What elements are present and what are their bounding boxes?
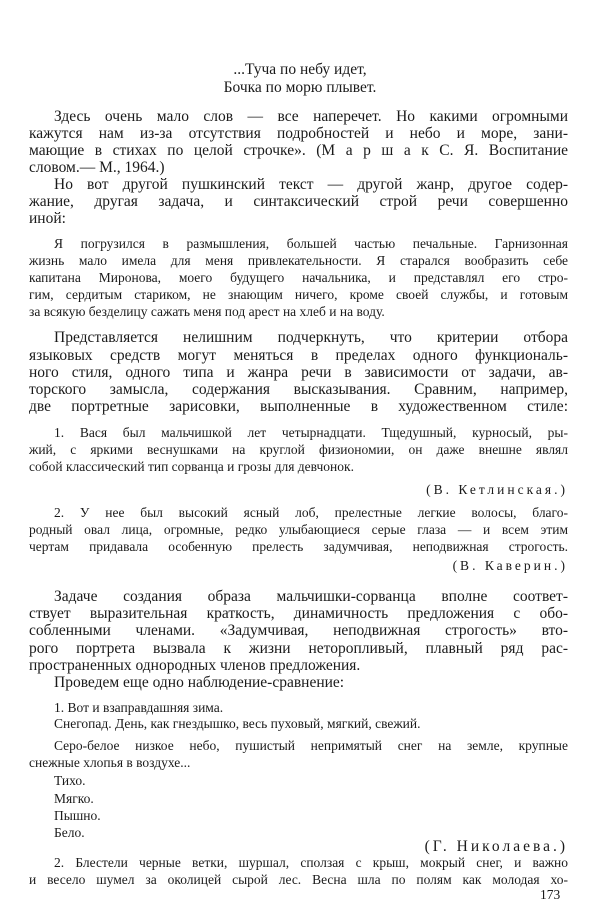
quote-line: капитана Миронова, моего будущего начальника, и представлял его стро- — [29, 270, 568, 285]
example-line: Серо-белое низкое небо, пушистый непримятый снег на земле, крупные — [54, 738, 568, 753]
example-line: чертам придавала особенную прелесть задумчивая, неподвижная строгость. — [29, 539, 568, 554]
paragraph-line: мающие в стихах по целой строчке». (М а р ш а к С. Я. Воспитание — [29, 142, 568, 159]
example-line: 2. У нее был высокий ясный лоб, прелестные легкие волосы, благо- — [54, 505, 568, 520]
paragraph-line: собленными членами. «Задумчивая, неподвижная строгость» вто- — [29, 622, 568, 639]
paragraph-line: языковых средств могут меняться в пределах одного функциональ- — [29, 347, 568, 364]
example-line: родный овал лица, огромные, редко улыбающиеся серые глаза — и всем этим — [29, 522, 568, 537]
example-line: Снегопад. День, как гнездышко, весь пуховый, мягкий, свежий. — [54, 716, 421, 731]
example-line: 1. Вася был мальчишкой лет четырнадцати. Тщедушный, курносый, ры- — [54, 425, 568, 440]
example-line: Пышно. — [54, 808, 101, 823]
paragraph-line: ного стиля, одного типа и жанра речи в зависимости от задачи, ав- — [29, 364, 568, 381]
paragraph-line: Задаче создания образа мальчишки-сорванца вполне соответ- — [54, 588, 568, 605]
page-number: 173 — [540, 887, 561, 902]
paragraph-line: словом.— М., 1964.) — [29, 159, 165, 176]
quote-line: Я погрузился в размышления, большей частью печальные. Гарнизонная — [54, 236, 568, 251]
example-line: Бело. — [54, 825, 85, 840]
example-line: 1. Вот и взаправдашняя зима. — [54, 700, 224, 715]
paragraph-line: две портретные зарисовки, выполненные в художественном стиле: — [29, 398, 568, 415]
verse-line: ...Туча по небу идет, — [233, 61, 367, 78]
example-line: снежные хлопья в воздухе... — [29, 755, 191, 770]
paragraph-line: торского замысла, содержания высказывания. Сравним, например, — [29, 381, 568, 398]
paragraph-line: иной: — [29, 210, 66, 227]
verse-line: Бочка по морю плывет. — [223, 79, 377, 96]
paragraph-line: пространенных однородных членов предложения. — [29, 657, 361, 674]
paragraph-line: кажутся нам из-за отсутствия подробностей и небо и море, зани- — [29, 125, 568, 142]
quote-line: жизнь мало имела для меня привлекательности. Я старался вообразить себе — [29, 253, 568, 268]
paragraph-line: жание, другая задача, и синтаксический строй речи совершенно — [29, 193, 568, 210]
quote-line: гим, сердитым стариком, не знающим ничего, кроме своей службы, и готовым — [29, 287, 568, 302]
paragraph-line: Представляется нелишним подчеркнуть, что критерии отбора — [54, 329, 568, 346]
paragraph-line: рого портрета вызвала к жизни неторопливый, плавный ряд рас- — [29, 640, 568, 657]
paragraph-line: Проведем еще одно наблюдение-сравнение: — [54, 674, 345, 691]
paragraph-line: Но вот другой пушкинский текст — другой жанр, другое содер- — [54, 176, 568, 193]
paragraph-line: ствует выразительная краткость, динамичность предложения с обо- — [29, 605, 568, 622]
quote-line: за всякую безделицу сажать меня под арест на хлеб и на воду. — [29, 304, 385, 319]
attribution: (В. Кетлинская.) — [426, 482, 568, 497]
attribution: (Г. Николаева.) — [424, 838, 568, 855]
paragraph-line: Здесь очень мало слов — все наперечет. Но какими огромными — [54, 108, 568, 125]
example-line: 2. Блестели черные ветки, шуршал, сползая с крыш, мокрый снег, и важно — [54, 855, 568, 870]
example-line: Тихо. — [54, 773, 86, 788]
example-line: и весело шумел за околицей сырой лес. Весна шла по полям как молодая хо- — [29, 872, 568, 887]
example-line: жий, с яркими веснушками на круглой физиономии, он даже внешне являл — [29, 442, 568, 457]
example-line: собой классический тип сорванца и грозы для девчонок. — [29, 459, 354, 474]
example-line: Мягко. — [54, 791, 94, 806]
attribution: (В. Каверин.) — [452, 558, 568, 573]
